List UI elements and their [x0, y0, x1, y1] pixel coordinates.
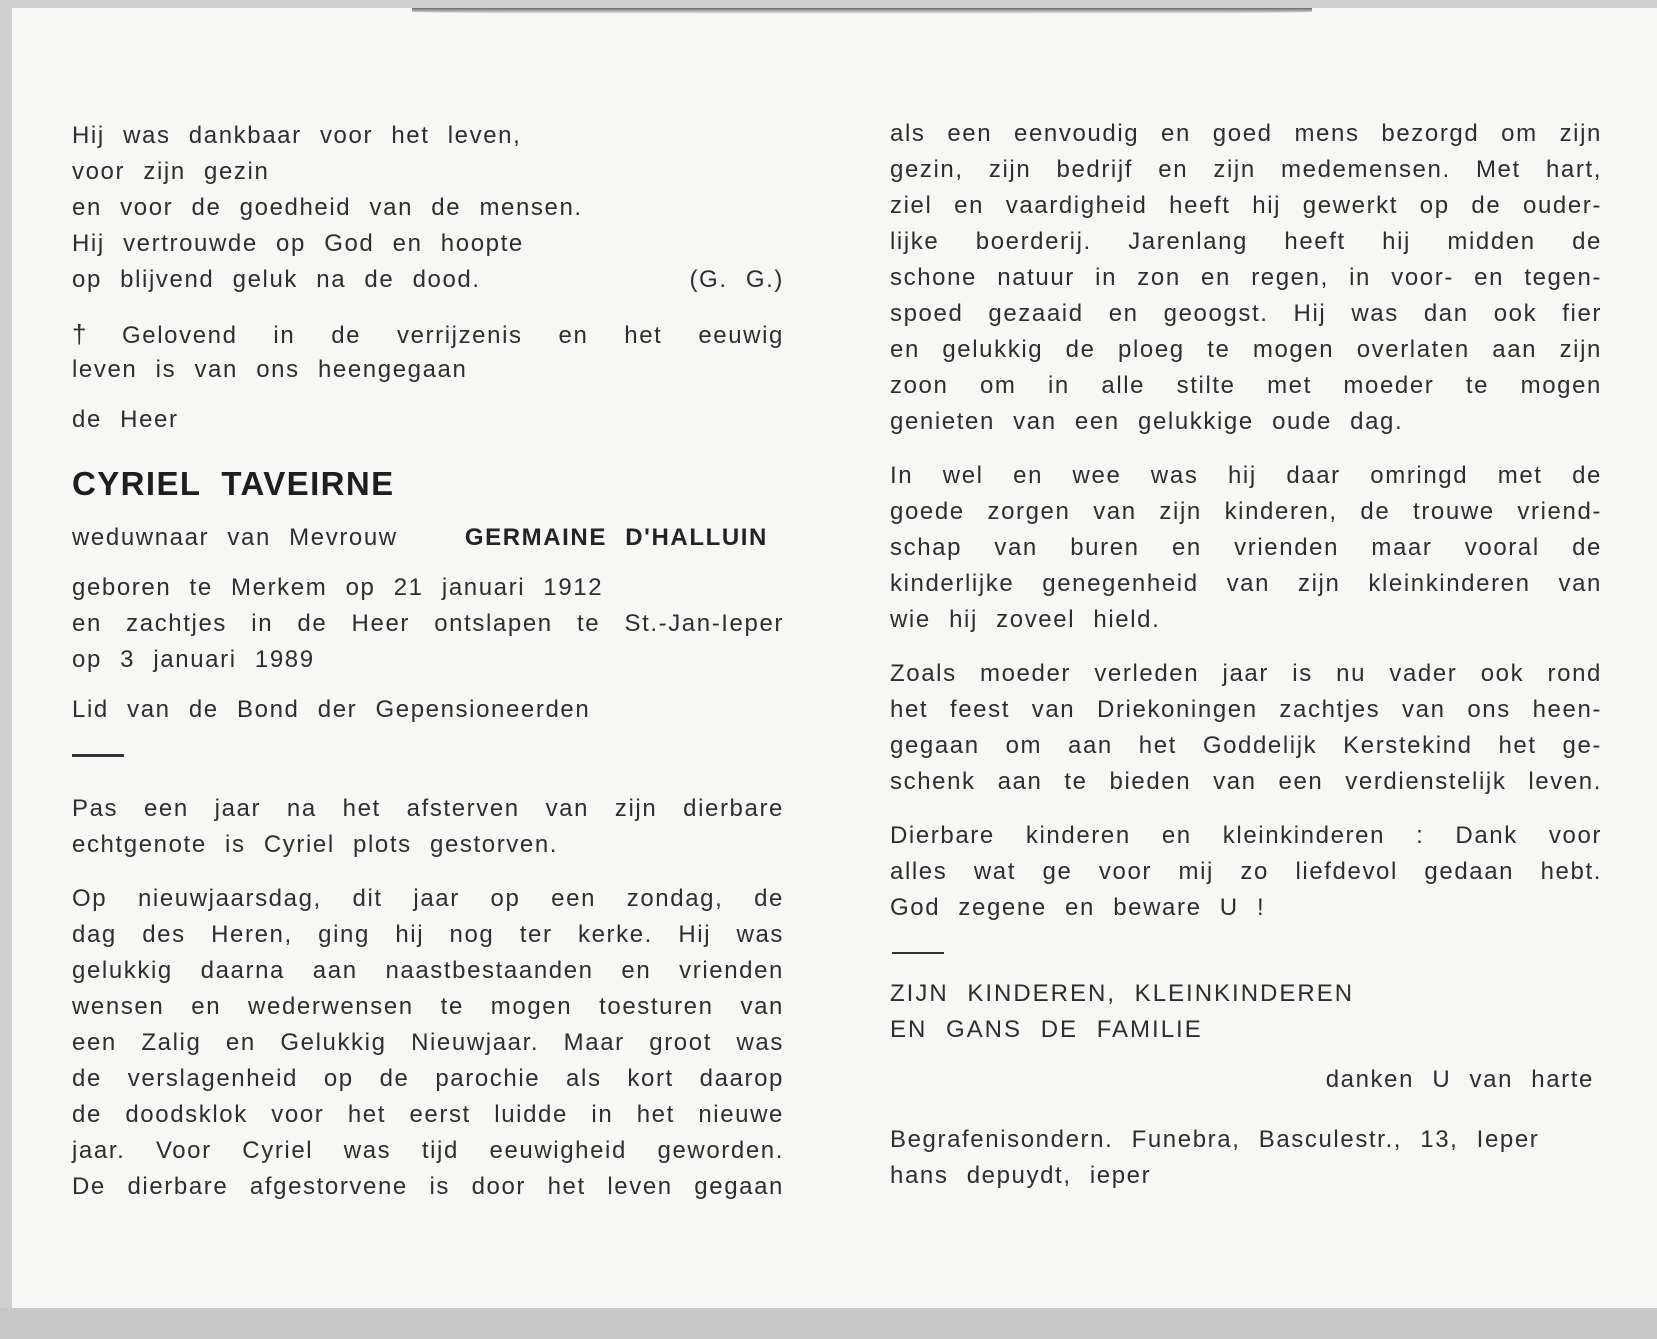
spouse-name: GERMAINE D'HALLUIN [464, 524, 768, 551]
text-line: een Zalig en Gelukkig Nieuwjaar. Maar groot was [72, 1029, 784, 1056]
death-line: en zachtjes in de Heer ontslapen te St.-Jan-Ieper [72, 610, 784, 637]
birth-line: geboren te Merkem op 21 januari 1912 [72, 574, 604, 601]
left-paragraph-1 [72, 791, 784, 863]
thanks-line: danken U van harte [1325, 1066, 1594, 1093]
widower-prefix: weduwnaar van Mevrouw [72, 524, 398, 551]
right-column [890, 116, 1602, 1194]
text-line: wie hij zoveel hield. [890, 606, 1161, 633]
deceased-name: CYRIEL TAVEIRNE [72, 465, 395, 502]
text-line: wensen en wederwensen te mogen toesturen van [72, 993, 784, 1020]
text-line: lijke boerderij. Jarenlang heeft hij midden de [890, 228, 1602, 255]
right-paragraph-4 [890, 818, 1602, 926]
text-line: als een eenvoudig en goed mens bezorgd om zijn [890, 120, 1602, 147]
poem-author: (G. G.) [689, 266, 784, 293]
right-paragraph-2 [890, 458, 1602, 638]
card-fold-shadow [412, 8, 1312, 14]
cross-icon: † [72, 319, 89, 349]
text-line: echtgenote is Cyriel plots gestorven. [72, 831, 559, 858]
text-line: kinderlijke genegenheid van zijn kleinkinderen van [890, 570, 1602, 597]
text-line: spoed gezaaid en geoogst. Hij was dan ook fier [890, 300, 1602, 327]
poem [72, 118, 784, 298]
left-column [72, 118, 784, 1205]
separator-dash [72, 754, 124, 757]
widower-line [72, 520, 768, 556]
intro-line: leven is van ons heengegaan [72, 356, 468, 383]
text-line: genieten van een gelukkige oude dag. [890, 408, 1404, 435]
poem-line: op blijvend geluk na de dood. [72, 266, 481, 293]
family-line: EN GANS DE FAMILIE [890, 1016, 1203, 1043]
poem-line: Hij vertrouwde op God en hoopte [72, 230, 524, 257]
printer-line: hans depuydt, ieper [890, 1162, 1152, 1189]
text-line: de verslagenheid op de parochie als kort daarop [72, 1065, 784, 1092]
poem-line: voor zijn gezin [72, 158, 270, 185]
text-line: schap van buren en vrienden maar vooral de [890, 534, 1602, 561]
text-line: De dierbare afgestorvene is door het leven gegaan [72, 1173, 784, 1200]
text-line: Op nieuwjaarsdag, dit jaar op een zondag, de [72, 885, 784, 912]
left-paragraph-2 [72, 881, 784, 1205]
text-line: Zoals moeder verleden jaar is nu vader ook rond [890, 660, 1602, 687]
text-line: de doodsklok voor het eerst luidde in het nieuwe [72, 1101, 784, 1128]
text-line: gelukkig daarna aan naastbestaanden en vrienden [72, 957, 784, 984]
text-line: en gelukkig de ploeg te mogen overlaten aan zijn [890, 336, 1602, 363]
scanner-background [0, 1308, 1657, 1339]
text-line: dag des Heren, ging hij nog ter kerke. Hij was [72, 921, 784, 948]
memorial-card-page [12, 8, 1657, 1308]
death-date-line: op 3 januari 1989 [72, 646, 315, 673]
intro-text: Gelovend in de verrijzenis en het eeuwig [122, 322, 784, 349]
intro-line [72, 316, 784, 352]
poem-last-row [72, 262, 784, 298]
poem-line: Hij was dankbaar voor het leven, [72, 122, 522, 149]
text-line: zoon om in alle stilte met moeder te mogen [890, 372, 1602, 399]
right-paragraph-1 [890, 116, 1602, 440]
text-line: alles wat ge voor mij zo liefdevol gedaan hebt. [890, 858, 1602, 885]
text-line: gegaan om aan het Goddelijk Kerstekind het ge- [890, 732, 1602, 759]
text-line: Dierbare kinderen en kleinkinderen : Dank voor [890, 822, 1602, 849]
text-line: jaar. Voor Cyriel was tijd eeuwigheid geworden. [72, 1137, 784, 1164]
text-line: het feest van Driekoningen zachtjes van ons heen- [890, 696, 1602, 723]
text-line: ziel en vaardigheid heeft hij gewerkt op de ouder- [890, 192, 1602, 219]
text-line: God zegene en beware U ! [890, 894, 1266, 921]
intro-line: de Heer [72, 406, 179, 433]
separator-dash [892, 952, 944, 954]
membership-line: Lid van de Bond der Gepensioneerden [72, 696, 591, 723]
text-line: gezin, zijn bedrijf en zijn medemensen. Met hart, [890, 156, 1602, 183]
funeral-director-line: Begrafenisondern. Funebra, Basculestr., 13, Ieper [890, 1126, 1540, 1153]
text-line: Pas een jaar na het afsterven van zijn dierbare [72, 795, 784, 822]
text-line: goede zorgen van zijn kinderen, de trouwe vriend- [890, 498, 1602, 525]
family-line: ZIJN KINDEREN, KLEINKINDEREN [890, 980, 1355, 1007]
poem-line: en voor de goedheid van de mensen. [72, 194, 583, 221]
right-paragraph-3 [890, 656, 1602, 800]
text-line: schenk aan te bieden van een verdienstelijk leven. [890, 768, 1602, 795]
text-line: schone natuur in zon en regen, in voor- en tegen- [890, 264, 1602, 291]
text-line: In wel en wee was hij daar omringd met de [890, 462, 1602, 489]
